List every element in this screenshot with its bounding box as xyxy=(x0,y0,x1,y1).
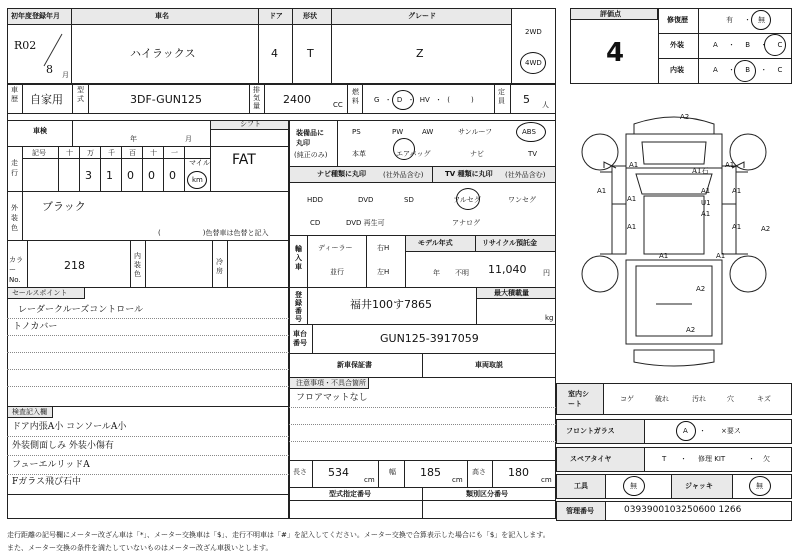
usage-label: 車歴 xyxy=(11,86,18,103)
fuel-options: G ・ D ・ HV ・ ( ) xyxy=(374,96,474,104)
mileage-km-circle xyxy=(187,171,207,189)
mileage-label: 走行 xyxy=(11,159,18,177)
diagram-mark: A1 xyxy=(732,187,742,195)
navi-label: ナビ種類に丸印 xyxy=(317,170,366,178)
usage-value: 自家用 xyxy=(30,93,63,106)
mileage-digit: 0 xyxy=(169,169,176,182)
ruled-line xyxy=(7,352,289,353)
diagram-mark: A1 xyxy=(629,161,639,169)
mileage-km-label: km xyxy=(192,176,203,184)
car-name-label: 車名 xyxy=(155,12,169,20)
first-reg-month: 8 xyxy=(46,63,53,76)
mileage-digit: 0 xyxy=(148,169,155,182)
inspection-label: 車検 xyxy=(33,127,47,135)
width-value: 185 xyxy=(420,466,441,479)
windshield-a-circle xyxy=(676,421,696,441)
ruled-line xyxy=(289,424,556,425)
ruled-line xyxy=(7,386,289,387)
door-value: 4 xyxy=(271,47,278,60)
diagram-mark: A1 xyxy=(725,161,735,169)
first-reg-era: R02 xyxy=(14,39,37,52)
model-label: 型式 xyxy=(77,86,84,103)
diagram-mark: A1 xyxy=(597,187,607,195)
auction-sheet: 初年度登録年月 車名 ドア 形状 グレード R02 8 月 ハイラックス 4 T Z 2WD 4WD 車歴 自家用 型式 3DF-GUN125 排気量 2400 CC 燃料 G ・ D ・ HV ・ ( ) 定員 5 人 車検 年 月 シフト FAT 走行 記号 十 万 3 千 1 百 0 十 0 一 0 マイル km 装備品に丸印 (純正のみ) PS PW AW サンルーフ ABS 本革 エアバッグ ナビ TV ナビ種類に丸印 (社外品含む) TV 種類に丸印 (社外品含む) HDD DVD SD CD DVD 再生可 フルセグ ワンセグ アナログ 外装色 ブラック ( )色替車は色替と記入 カラーNo. 218 内装色 冷房 輸入車 ディーラー 並行 右H 左H モデル年式 年 不明 リサイクル預託金 11,040 円 セールスポイント レーダークルーズコントロール トノカバー 登録番号 福井100す7865 最大積載量 kg 車台番号 GUN125-3917059 新車保証書 車両取説 注意事項・不具合箇所 フロアマットなし 検査記入欄 ドア内張A小 コンソールA小 外装側面しみ 外装小傷有 フューエルリッドA Fガラス飛び石中 長さ 534 cm 幅 185 cm 高さ 180 cm 型式指定番号 類別区分番号 評価点 4 修復歴 外装 内装 有 ・ 無 A ・ B ・ C A ・ B ・ C A2 A1 A1 A1 A1 A1 A1 A1 U1 A1 A1 A2 A1 A1 A2 A2 A1石 室内シート コゲ 破れ 汚れ 穴 キズ フロントガラス A ・ ×要ス スペアタイヤ T ・ 修理 KIT ・ 欠 工具 無 ジャッキ 無 管理番号 0393900103250600 1266 走行距離の記号欄にメーター改ざん車は「*」、メーター交換車は「$」、走行不明車は「#」を記入してください。メーター交換で合算表示した場合にも「$」を記入します。 また、メーター交換の条件を満たしていないものはメーター改ざん車扱いとします。 xyxy=(0,0,800,557)
equipment-label: 装備品に丸印 xyxy=(296,129,324,147)
equipment-option: PS xyxy=(352,128,361,136)
mileage-digit-label: 十 xyxy=(66,149,73,157)
airbag-circle xyxy=(393,138,415,160)
equipment-option: TV xyxy=(528,150,538,158)
interior-b-circle xyxy=(734,60,756,82)
equipment-option: ナビ xyxy=(470,150,484,158)
height-value: 180 xyxy=(508,466,529,479)
displacement-label: 排気量 xyxy=(253,86,260,110)
fullseg-circle xyxy=(456,188,480,210)
diagram-mark: A1 xyxy=(627,223,637,231)
mileage-digit: 3 xyxy=(85,169,92,182)
ruled-line xyxy=(289,407,556,408)
inspector-note-4: Fガラス飛び石中 xyxy=(12,477,81,487)
mileage-digit-label: 十 xyxy=(150,149,157,157)
mileage-cell-divider xyxy=(121,146,122,192)
diagram-mark: A2 xyxy=(680,113,690,121)
tools-value: 無 xyxy=(630,482,637,490)
diagram-mark: A1 xyxy=(716,252,726,260)
diagram-mark: A1 xyxy=(659,252,669,260)
footer-note-1: 走行距離の記号欄にメーター改ざん車は「*」、メーター交換車は「$」、走行不明車は「#」を記入してください。メーター交換で合算表示した場合にも「$」を記入します。 xyxy=(7,531,550,539)
diagram-mark: A2 xyxy=(686,326,696,334)
first-reg-label: 初年度登録年月 xyxy=(11,12,60,20)
diagram-mark: A2 xyxy=(761,225,771,233)
footer-note-2: また、メーター交換の条件を満たしていないものはメーター改ざん車扱いとします。 xyxy=(7,544,273,552)
recycle-value: 11,040 xyxy=(488,263,527,276)
model-value: 3DF-GUN125 xyxy=(130,93,202,106)
color-code-value: 218 xyxy=(64,259,85,272)
shift-label: シフト xyxy=(240,120,261,128)
jack-value: 無 xyxy=(756,482,763,490)
notes-label: 注意事項・不具合箇所 xyxy=(296,379,366,387)
equipment-option: AW xyxy=(422,128,434,136)
shift-value: FAT xyxy=(232,152,256,168)
ruled-line xyxy=(7,335,289,336)
sales-points-label: セールスポイント xyxy=(12,289,68,297)
note-1: フロアマットなし xyxy=(296,393,368,403)
spare-tire-label: スペアタイヤ xyxy=(570,455,612,463)
ruled-line xyxy=(7,474,289,475)
inspector-label: 検査記入欄 xyxy=(12,408,47,416)
interior-sheet-label: 室内シート xyxy=(568,390,589,408)
fuel-diesel-circle xyxy=(392,90,414,110)
door-label: ドア xyxy=(269,12,283,20)
equipment-option: 本革 xyxy=(352,150,366,158)
equipment-option: サンルーフ xyxy=(458,128,493,136)
diagram-mark: U1 xyxy=(701,199,711,207)
ruled-line xyxy=(289,441,556,442)
windshield-label: フロントガラス xyxy=(566,427,615,435)
shape-label: 形状 xyxy=(303,12,317,20)
fuel-label: 燃料 xyxy=(352,88,359,105)
car-name-value: ハイラックス xyxy=(130,47,196,60)
inspector-note-3: フューエルリッドA xyxy=(12,460,90,470)
diagram-center-mark: A1石 xyxy=(692,167,709,175)
color-value: ブラック xyxy=(42,200,86,213)
repair-none-circle xyxy=(751,10,771,30)
mileage-cell-divider xyxy=(142,146,143,192)
chassis-value: GUN125-3917059 xyxy=(380,332,479,345)
management-number: 0393900103250600 1266 xyxy=(624,505,742,515)
mileage-digit-label: 一 xyxy=(171,149,178,157)
equipment-option: エアバッグ xyxy=(396,150,431,158)
color-label: 外装色 xyxy=(11,204,18,232)
mileage-cell-divider xyxy=(184,146,185,192)
sales-point-1: レーダークルーズコントロール xyxy=(18,305,144,315)
ruled-line xyxy=(7,369,289,370)
mileage-digit-label: 万 xyxy=(87,149,94,157)
sales-point-2: トノカバー xyxy=(13,322,58,332)
ruled-line xyxy=(7,318,289,319)
score-label: 評価点 xyxy=(600,10,621,18)
inspector-note-2: 外装側面しみ 外装小傷有 xyxy=(12,441,114,451)
drive-2wd: 2WD xyxy=(525,28,542,36)
length-value: 534 xyxy=(328,466,349,479)
tv-label: TV 種類に丸印 xyxy=(445,170,493,178)
equipment-option: ABS xyxy=(522,128,536,136)
equipment-option: PW xyxy=(392,128,404,136)
displacement-value: 2400 xyxy=(283,93,311,106)
grade-value: Z xyxy=(416,47,424,60)
drive-4wd: 4WD xyxy=(525,59,542,67)
diagram-mark: A1 xyxy=(701,210,711,218)
shape-value: T xyxy=(307,47,314,60)
diagram-mark: A1 xyxy=(732,223,742,231)
mileage-cell-divider xyxy=(79,146,80,192)
diagram-mark: A1 xyxy=(701,187,711,195)
capacity-value: 5 xyxy=(523,93,530,106)
evaluation-score: 4 xyxy=(606,38,625,68)
diagram-mark: A2 xyxy=(696,285,706,293)
mileage-cell-divider xyxy=(163,146,164,192)
mileage-digit: 0 xyxy=(127,169,134,182)
mileage-digit: 1 xyxy=(106,169,113,182)
mileage-cell-divider xyxy=(100,146,101,192)
exterior-c-circle xyxy=(764,34,786,56)
ruled-line xyxy=(7,436,289,437)
grade-label: グレード xyxy=(408,12,436,20)
diagram-mark: A1 xyxy=(627,195,637,203)
inspector-note-1: ドア内張A小 コンソールA小 xyxy=(12,422,127,432)
drive-4wd-circle xyxy=(520,52,546,74)
mileage-digit-label: 千 xyxy=(108,149,115,157)
registration-value: 福井100す7865 xyxy=(350,298,432,311)
abs-circle xyxy=(516,122,546,142)
ruled-line xyxy=(7,455,289,456)
mileage-digit-label: 百 xyxy=(129,149,136,157)
color-code-label: カラーNo. xyxy=(9,256,23,284)
car-diagram xyxy=(556,104,792,380)
